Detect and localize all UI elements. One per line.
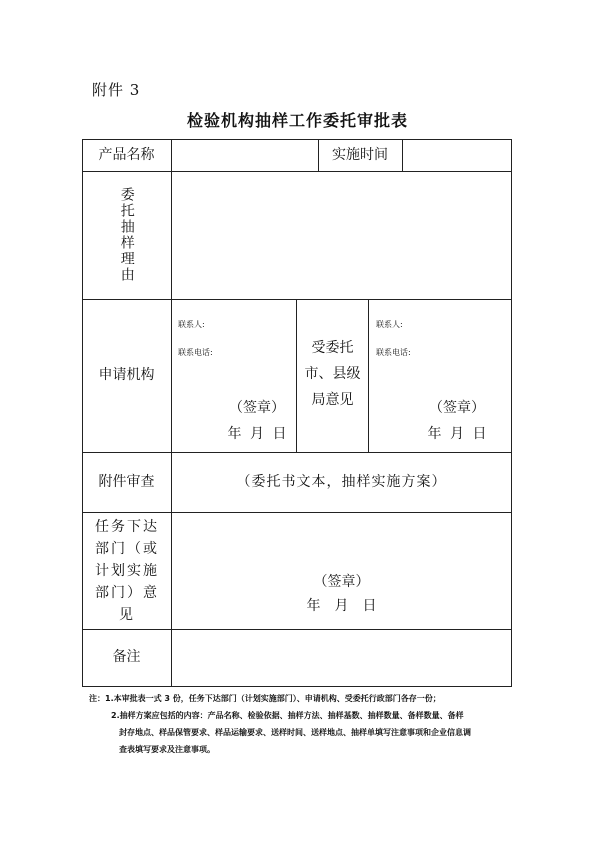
- task-dept-date: 年 月 日: [306, 598, 377, 614]
- task-dept-seal: （签章）: [313, 574, 370, 590]
- implement-time-label: 实施时间: [332, 146, 388, 163]
- entrusted-seal: （签章）: [429, 400, 485, 416]
- applicant-seal: （签章）: [229, 400, 285, 416]
- applicant-contact-phone: 联系电话:: [178, 348, 213, 357]
- entrusted-contact-person: 联系人:: [376, 320, 403, 329]
- implement-time-field[interactable]: [403, 139, 511, 171]
- footnotes: [89, 690, 529, 758]
- attachment-review-label: 附件审查: [98, 473, 155, 490]
- remarks-field[interactable]: [172, 629, 511, 686]
- entrusted-opinion-label: 受委托市、县级局意见: [304, 340, 361, 408]
- applicant-date: 年 月 日: [227, 426, 287, 442]
- applicant-label: 申请机构: [98, 367, 155, 384]
- reason-label: 委托抽样理由: [118, 187, 135, 283]
- attachment-review-value: （委托书文本，抽样实施方案）: [236, 473, 447, 490]
- attachment-number: 附件 3: [92, 81, 141, 99]
- entrusted-date: 年 月 日: [427, 426, 487, 442]
- product-name-field[interactable]: [172, 139, 318, 171]
- approval-form-table: [82, 139, 512, 687]
- note-1: 注：1.本审批表一式 3 份，任务下达部门（计划实施部门）、申请机构、受委托行政部门各存一份；: [89, 694, 441, 703]
- reason-field[interactable]: [172, 171, 511, 299]
- reason-label-cell: [82, 171, 171, 299]
- applicant-contact-person: 联系人:: [178, 320, 205, 329]
- entrusted-contact-phone: 联系电话:: [376, 348, 411, 357]
- form-title: 检验机构抽样工作委托审批表: [186, 111, 408, 130]
- note-3: 封存地点、样品保管要求、样品运输要求、送样时间、送样地点、抽样单填写注意事项和企业信息调: [119, 728, 471, 737]
- remarks-label: 备注: [112, 649, 141, 666]
- note-4: 查表填写要求及注意事项。: [119, 745, 215, 754]
- product-name-label: 产品名称: [98, 146, 155, 163]
- note-2: 2.抽样方案应包括的内容：产品名称、检验依据、抽样方法、抽样基数、抽样数量、备样数量、备样: [111, 711, 464, 720]
- task-dept-label: 任务下达部门（或计划实施部门）意见: [95, 518, 159, 623]
